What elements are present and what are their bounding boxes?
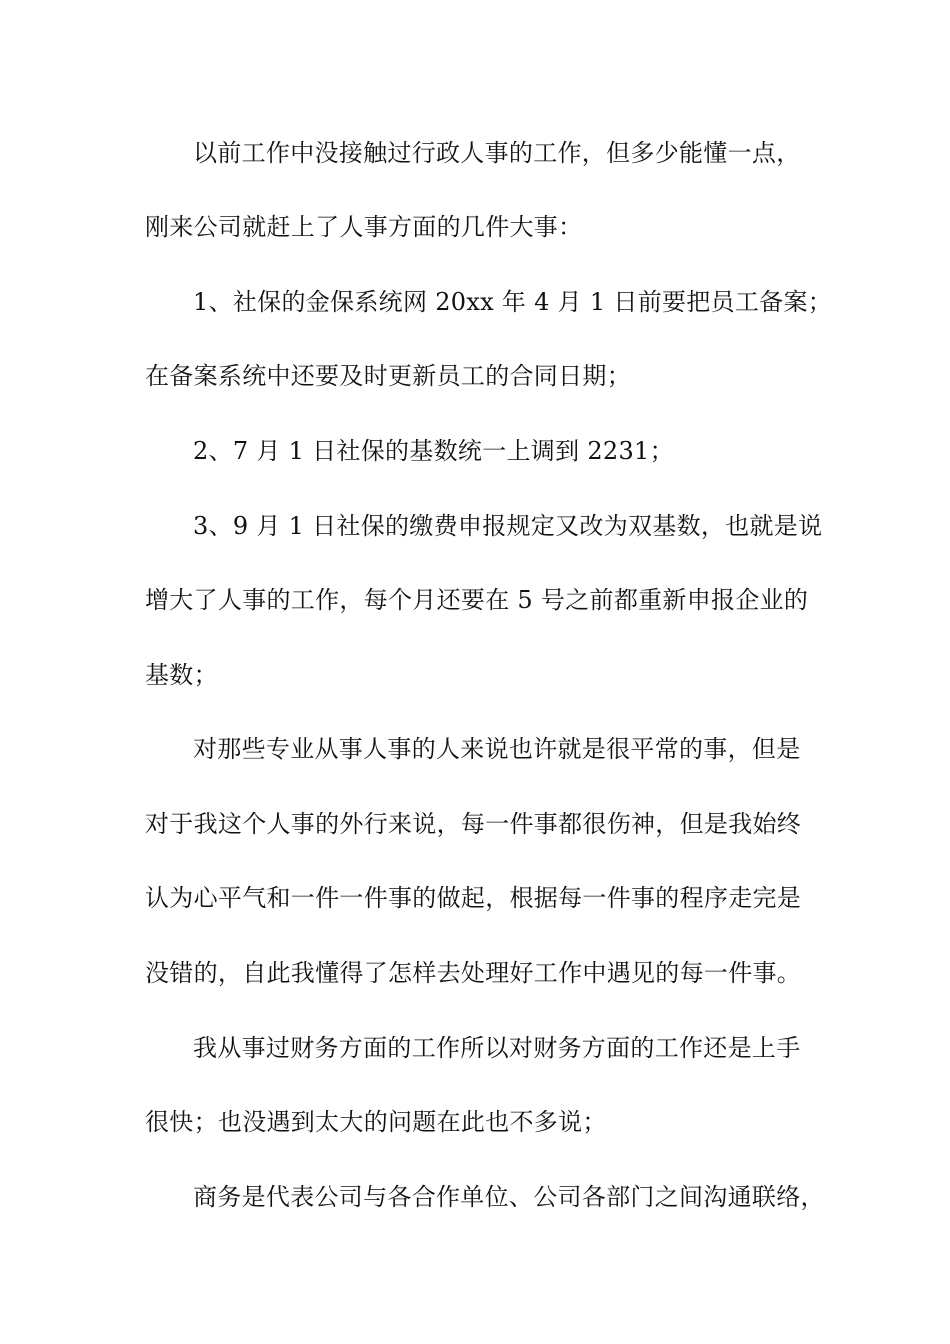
paragraph-4-line-3: 基数； <box>145 661 218 689</box>
paragraph-6-line-1: 我从事过财务方面的工作所以对财务方面的工作还是上手 <box>193 1034 801 1062</box>
paragraph-2-line-2: 在备案系统中还要及时更新员工的合同日期； <box>145 362 631 390</box>
paragraph-4-line-1: 3、9 月 1 日社保的缴费申报规定又改为双基数，也就是说 <box>193 512 823 540</box>
paragraph-4-line-2: 增大了人事的工作，每个月还要在 5 号之前都重新申报企业的 <box>145 586 809 614</box>
paragraph-5-line-1: 对那些专业从事人事的人来说也许就是很平常的事，但是 <box>193 735 801 763</box>
paragraph-2-line-1: 1、社保的金保系统网 20xx 年 4 月 1 日前要把员工备案； <box>193 288 833 316</box>
paragraph-5-line-4: 没错的，自此我懂得了怎样去处理好工作中遇见的每一件事。 <box>145 959 802 987</box>
paragraph-3-line-1: 2、7 月 1 日社保的基数统一上调到 2231； <box>193 437 674 465</box>
paragraph-7-line-1: 商务是代表公司与各合作单位、公司各部门之间沟通联络， <box>193 1183 825 1211</box>
paragraph-5-line-2: 对于我这个人事的外行来说，每一件事都很伤神，但是我始终 <box>145 810 802 838</box>
paragraph-1-line-1: 以前工作中没接触过行政人事的工作，但多少能懂一点， <box>193 139 801 167</box>
paragraph-1-line-2: 刚来公司就赶上了人事方面的几件大事： <box>145 213 583 241</box>
paragraph-5-line-3: 认为心平气和一件一件事的做起，根据每一件事的程序走完是 <box>145 884 802 912</box>
paragraph-6-line-2: 很快；也没遇到太大的问题在此也不多说； <box>145 1108 607 1136</box>
